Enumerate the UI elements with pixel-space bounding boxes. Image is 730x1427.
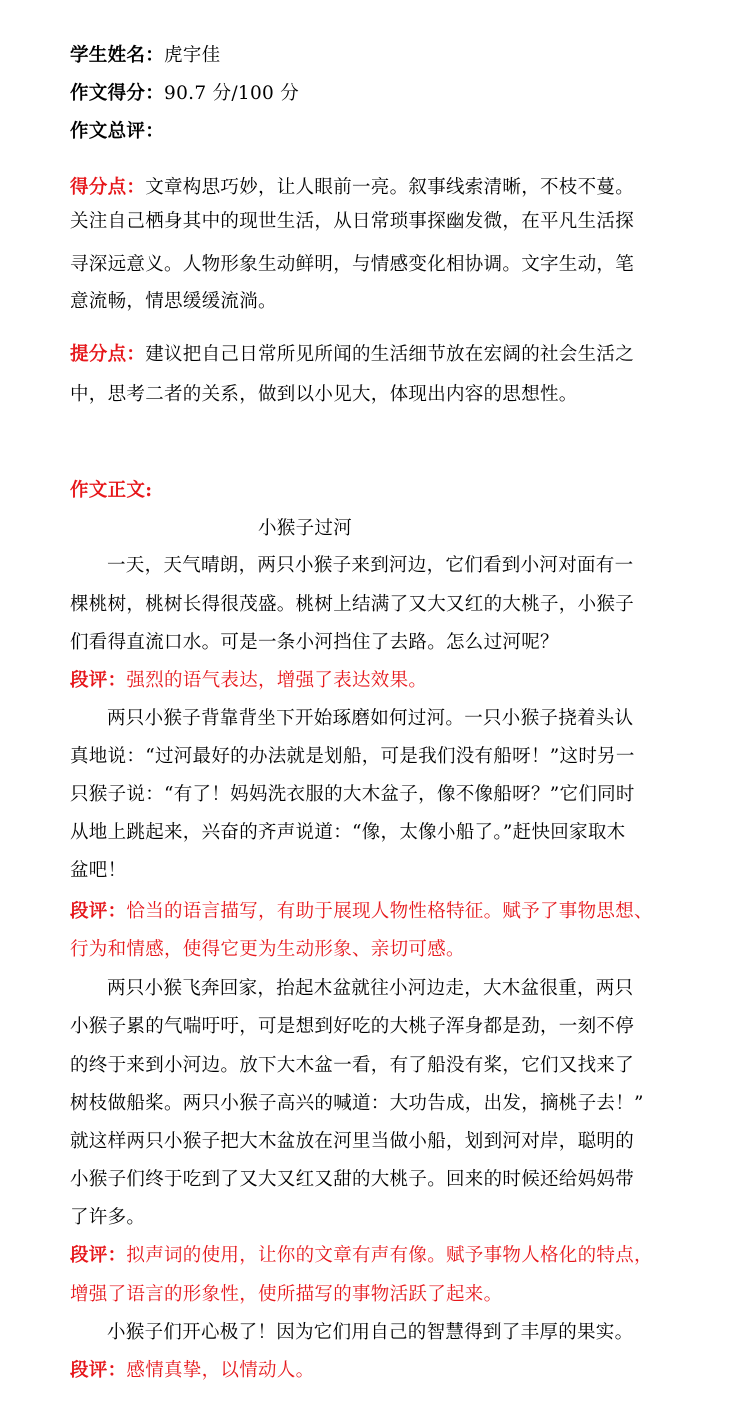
strengths-label: 得分点： bbox=[70, 177, 146, 198]
paragraph-1-line-2: 棵桃树，桃树长得很茂盛。桃树上结满了又大又红的大桃子，小猴子 bbox=[70, 594, 635, 615]
student-name-label: 学生姓名： bbox=[70, 45, 165, 66]
comment-4-text: 感情真挚，以情动人。 bbox=[126, 1360, 315, 1381]
score-label: 作文得分： bbox=[70, 83, 165, 104]
suggestions-line-1 bbox=[70, 341, 670, 369]
score-value: 90.7 分/100 分 bbox=[164, 83, 300, 104]
comment-4-label: 段评： bbox=[70, 1360, 127, 1381]
suggestions-line-2: 中，思考二者的关系，做到以小见大，体现出内容的思想性。 bbox=[70, 384, 578, 405]
strengths-line-2: 关注自己栖身其中的现世生活，从日常琐事探幽发微，在平凡生活探 bbox=[70, 211, 635, 232]
paragraph-4-line-1: 小猴子们开心极了！因为它们用自己的智慧得到了丰厚的果实。 bbox=[107, 1322, 634, 1343]
comment-3-text-1: 拟声词的使用，让你的文章有声有像。赋予事物人格化的特点， bbox=[126, 1245, 653, 1266]
comment-3-line-2: 增强了语言的形象性，使所描写的事物活跃了起来。 bbox=[70, 1284, 503, 1305]
comment-2-label: 段评： bbox=[70, 901, 127, 922]
paragraph-2-line-4: 从地上跳起来，兴奋的齐声说道：“像，太像小船了。”赶快回家取木 bbox=[70, 822, 626, 843]
comment-2-text-1: 恰当的语言描写，有助于展现人物性格特征。赋予了事物思想、 bbox=[126, 901, 653, 922]
paragraph-3-line-7: 了许多。 bbox=[70, 1207, 146, 1228]
score-line bbox=[70, 80, 670, 108]
paragraph-3-line-1: 两只小猴飞奔回家，抬起木盆就往小河边走，大木盆很重，两只 bbox=[107, 978, 634, 999]
comment-3-label: 段评： bbox=[70, 1245, 127, 1266]
comment-1-text: 强烈的语气表达，增强了表达效果。 bbox=[126, 670, 428, 691]
comment-1 bbox=[70, 667, 670, 695]
strengths-line-1 bbox=[70, 174, 670, 202]
comment-3-line-1 bbox=[70, 1242, 670, 1270]
paragraph-2-line-5: 盆吧！ bbox=[70, 860, 127, 881]
review-heading: 作文总评： bbox=[70, 121, 165, 142]
paragraph-2-line-2: 真地说：“过河最好的办法就是划船，可是我们没有船呀！”这时另一 bbox=[70, 746, 635, 767]
strengths-text-1: 文章构思巧妙，让人眼前一亮。叙事线索清晰，不枝不蔓。 bbox=[145, 177, 635, 198]
strengths-line-4: 意流畅，情思缓缓流淌。 bbox=[70, 291, 277, 312]
suggestions-label: 提分点： bbox=[70, 344, 146, 365]
suggestions-text-1: 建议把自己日常所见所闻的生活细节放在宏阔的社会生活之 bbox=[145, 344, 635, 365]
paragraph-3-line-5: 就这样两只小猴子把大木盆放在河里当做小船，划到河对岸，聪明的 bbox=[70, 1131, 635, 1152]
paragraph-2-line-1: 两只小猴子背靠背坐下开始琢磨如何过河。一只小猴子挠着头认 bbox=[107, 708, 634, 729]
strengths-line-3: 寻深远意义。人物形象生动鲜明，与情感变化相协调。文字生动，笔 bbox=[70, 254, 635, 275]
student-name: 虎宇佳 bbox=[164, 45, 221, 66]
paragraph-1-line-3: 们看得直流口水。可是一条小河挡住了去路。怎么过河呢？ bbox=[70, 632, 559, 653]
comment-4 bbox=[70, 1357, 670, 1385]
paragraph-2-line-3: 只猴子说：“有了！妈妈洗衣服的大木盆子，像不像船呀？”它们同时 bbox=[70, 784, 635, 805]
paragraph-3-line-2: 小猴子累的气喘吁吁，可是想到好吃的大桃子浑身都是劲，一刻不停 bbox=[70, 1016, 635, 1037]
comment-2-line-1 bbox=[70, 898, 670, 926]
student-name-line bbox=[70, 42, 670, 70]
paragraph-3-line-6: 小猴子们终于吃到了又大又红又甜的大桃子。回来的时候还给妈妈带 bbox=[70, 1169, 635, 1190]
paragraph-3-line-3: 的终于来到小河边。放下大木盆一看，有了船没有桨，它们又找来了 bbox=[70, 1055, 635, 1076]
essay-title: 小猴子过河 bbox=[258, 518, 353, 539]
paragraph-3-line-4: 树枝做船桨。两只小猴子高兴的喊道：大功告成，出发，摘桃子去！” bbox=[70, 1093, 644, 1114]
essay-section-label: 作文正文: bbox=[70, 480, 153, 501]
paragraph-1-line-1: 一天，天气晴朗，两只小猴子来到河边，它们看到小河对面有一 bbox=[107, 555, 634, 576]
comment-1-label: 段评： bbox=[70, 670, 127, 691]
comment-2-line-2: 行为和情感，使得它更为生动形象、亲切可感。 bbox=[70, 939, 465, 960]
